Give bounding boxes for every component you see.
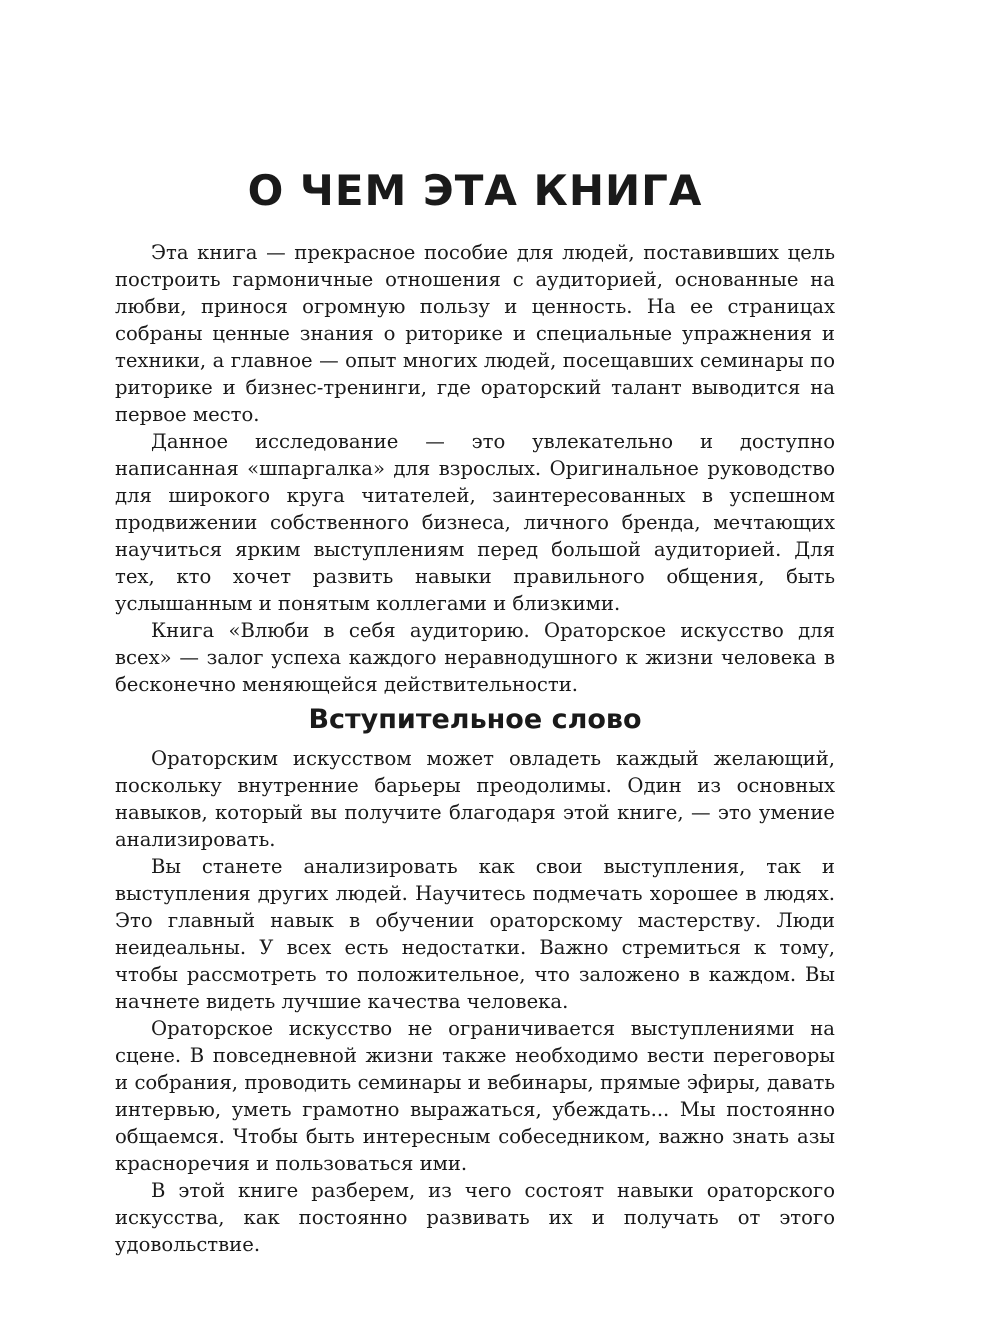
preface-paragraph: Ораторским искусством может овладеть каждый желающий, поскольку внутренние барьеры преодолимы. Один из основных навыков, который вы получите благодаря этой книге, — это умение анализировать.: [115, 747, 835, 851]
page-title: О ЧЕМ ЭТА КНИГА: [247, 166, 703, 215]
preface-paragraph: Вы станете анализировать как свои выступления, так и выступления других людей. Научитесь подмечать хорошее в людях. Это главный навык в обучении ораторскому мастерству. Люди неидеальны. У всех есть недостатки. Важно стремиться к тому, чтобы рассмотреть то положительное, что заложено в каждом. Вы начнете видеть лучшие качества человека.: [115, 855, 835, 1013]
preface-section: [115, 745, 835, 1258]
intro-paragraph: Эта книга — прекрасное пособие для людей, поставивших цель построить гармоничные отношения с аудиторией, основанные на любви, принося огромную пользу и ценность. На ее страницах собраны ценные знания о риторике и специальные упражнения и техники, а главное — опыт многих людей, посещавших семинары по риторике и бизнес-тренинги, где ораторский талант выводится на первое место.: [115, 241, 835, 426]
intro-paragraph: Данное исследование — это увлекательно и доступно написанная «шпаргалка» для взрослых. Оригинальное руководство для широкого круга читателей, заинтересованных в успешном продвижении собственного бизнеса, личного бренда, мечтающих научиться ярким выступлениям перед большой аудиторией. Для тех, кто хочет развить навыки правильного общения, быть услышанным и понятым коллегами и близкими.: [115, 430, 835, 615]
intro-section: [115, 239, 835, 698]
preface-paragraph: В этой книге разберем, из чего состоят навыки ораторского искусства, как постоянно развивать их и получать от этого удовольствие.: [115, 1179, 835, 1256]
preface-paragraph: Ораторское искусство не ограничивается выступлениями на сцене. В повседневной жизни также необходимо вести переговоры и собрания, проводить семинары и вебинары, прямые эфиры, давать интервью, уметь грамотно выражаться, убеждать... Мы постоянно общаемся. Чтобы быть интересным собеседником, важно знать азы красноречия и пользоваться ими.: [115, 1017, 835, 1175]
intro-paragraph: Книга «Влюби в себя аудиторию. Ораторское искусство для всех» — залог успеха каждого неравнодушного к жизни человека в бесконечно меняющейся действительности.: [115, 619, 835, 696]
section-subtitle: Вступительное слово: [308, 704, 642, 735]
